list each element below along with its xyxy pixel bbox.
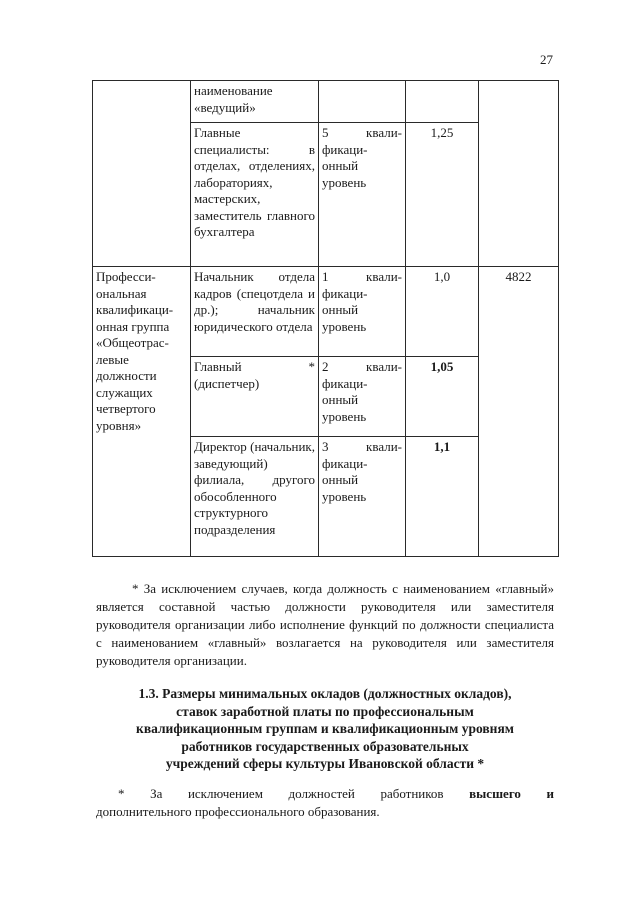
salary-cell (479, 267, 559, 557)
position-text: Главный (диспетчер) (194, 359, 260, 391)
coefficient: 1,25 (430, 125, 454, 140)
heading-line: учреждений сферы культуры Ивановской области * (165, 756, 485, 771)
position-text: наименование «ведущий» (194, 83, 273, 115)
page-number: 27 (540, 52, 553, 67)
level-word: квали- (366, 359, 402, 374)
position-cell (191, 357, 319, 437)
footnote-word: За (150, 786, 163, 801)
section-heading (96, 685, 554, 773)
position-text: Начальник отдела кадров (спецотдела и др.); начальник юридического отдела (194, 269, 315, 334)
level-text: фикаци- онный уровень (322, 455, 368, 504)
table-row (93, 267, 559, 357)
table-row (93, 81, 559, 123)
level-cell (319, 437, 406, 557)
coef-cell (406, 357, 479, 437)
coefficient: 1,05 (430, 359, 454, 374)
group-cell: Професси- ональная квалификаци- онная группа «Общеотрас- левые должности служащих четвертого уровня» (93, 267, 191, 557)
footnote-1: * За исключением случаев, когда должность с наименованием «главный» является составной частью должности руководителя или заместителя руководителя организации либо исполнение функций по должности специалиста с наименованием «главный» возлагается на руководителя или заместителя руководителя организации. (96, 581, 554, 668)
position-text: Главные специалисты: в отделах, отделениях, лабораториях, мастерских, заместитель главного бухгалтера (194, 125, 315, 239)
level-cell (319, 357, 406, 437)
group-cell-empty (93, 81, 191, 267)
level-text: фикаци- онный уровень (322, 285, 368, 334)
footnote-word: работников (380, 786, 444, 801)
level-text: фикаци- онный уровень (322, 375, 368, 424)
coef-cell (406, 267, 479, 357)
footnote-mark: * (308, 359, 315, 374)
level-cell (319, 81, 406, 123)
qualification-table (92, 80, 559, 557)
heading-line: ставок заработной платы по профессиональным (176, 703, 474, 719)
coef-cell (406, 437, 479, 557)
coef-cell (406, 81, 479, 123)
salary-cell (479, 81, 559, 267)
position-cell (191, 123, 319, 267)
salary-value: 4822 (505, 269, 532, 284)
level-cell (319, 267, 406, 357)
coefficient: 1,1 (433, 439, 451, 454)
coef-cell (406, 123, 479, 267)
footnote-word: и (546, 786, 554, 801)
footnote-2-line2: дополнительного профессионального образования. (96, 804, 380, 819)
level-word: квали- (366, 439, 402, 454)
level-number: 3 (322, 439, 329, 454)
footnote-word: исключением (187, 786, 263, 801)
footnote-2-line1 (96, 785, 554, 803)
heading-line: квалификационным группам и квалификационным уровням (136, 721, 514, 736)
level-word: квали- (366, 269, 402, 284)
heading-line: 1.3. Размеры минимальных окладов (должностных окладов), (138, 686, 512, 701)
footnote-word: высшего (469, 786, 521, 801)
position-cell (191, 437, 319, 557)
footnote-word: должностей (288, 786, 355, 801)
heading-line: работников государственных образовательных (181, 738, 469, 754)
position-cell (191, 81, 319, 123)
coefficient: 1,0 (433, 269, 451, 284)
position-cell (191, 267, 319, 357)
level-text: фикаци- онный уровень (322, 141, 368, 190)
level-number: 1 (322, 269, 329, 284)
level-cell (319, 123, 406, 267)
level-number: 2 (322, 359, 329, 374)
level-number: 5 (322, 125, 329, 140)
level-word: квали- (366, 125, 402, 140)
footnote-2 (96, 785, 554, 821)
position-text: Директор (начальник, заведующий) филиала, другого обособленного структурного подразделения (194, 439, 315, 537)
footnote-word: * (118, 786, 125, 801)
